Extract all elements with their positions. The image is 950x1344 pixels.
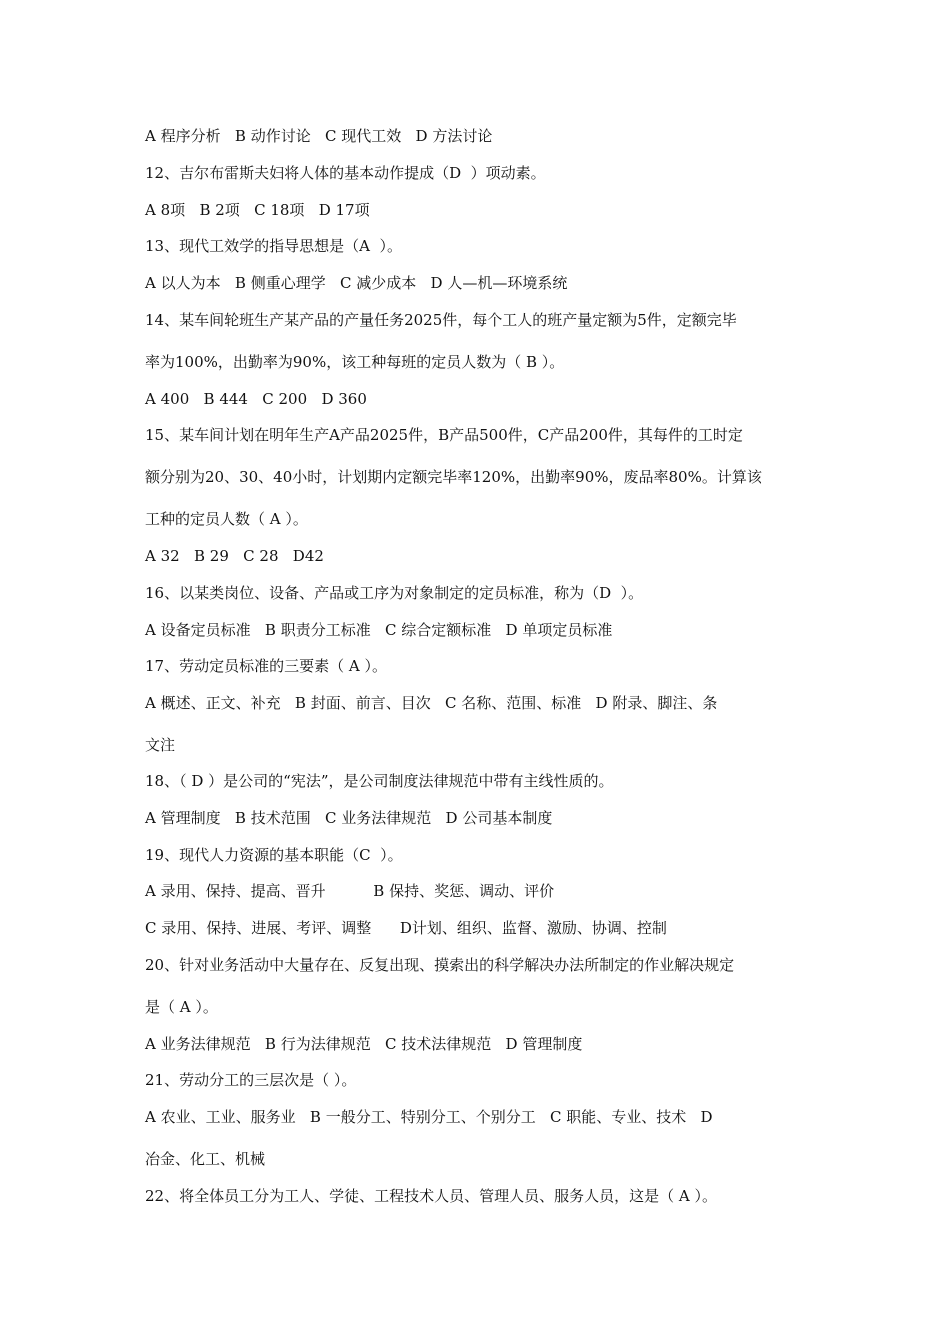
- question-15: 15、某车间计划在明年生产A产品2025件，B产品500件，C产品200件，其每件的工时定: [145, 426, 743, 444]
- question-22: 22、将全体员工分为工人、学徒、工程技术人员、管理人员、服务人员，这是（ A ）。: [145, 1187, 717, 1205]
- question-20: 20、针对业务活动中大量存在、反复出现、摸索出的科学解决办法所制定的作业解决规定: [145, 956, 735, 974]
- option-line: A 程序分析 B 动作讨论 C 现代工效 D 方法讨论: [145, 127, 493, 145]
- question-12: 12、吉尔布雷斯夫妇将人体的基本动作提成（D ）项动素。: [145, 164, 546, 182]
- option-line: A 业务法律规范 B 行为法律规范 C 技术法律规范 D 管理制度: [145, 1035, 583, 1053]
- question-17: 17、劳动定员标准的三要素（ A ）。: [145, 657, 387, 675]
- option-line: A 概述、正文、补充 B 封面、前言、目次 C 名称、范围、标准 D 附录、脚注、条: [145, 694, 718, 712]
- question-20-cont: 是（ A ）。: [145, 998, 218, 1016]
- question-15-cont: 工种的定员人数（ A ）。: [145, 510, 308, 528]
- question-14-cont: 率为100%，出勤率为90%，该工种每班的定员人数为（ B ）。: [145, 353, 565, 371]
- option-line-cont: 文注: [145, 736, 176, 754]
- question-18: 18、（ D ）是公司的“宪法”，是公司制度法律规范中带有主线性质的。: [145, 772, 614, 790]
- option-line: A 农业、工业、服务业 B 一般分工、特别分工、个别分工 C 职能、专业、技术 D: [145, 1108, 713, 1126]
- option-line: A 400 B 444 C 200 D 360: [145, 390, 367, 408]
- question-14: 14、某车间轮班生产某产品的产量任务2025件，每个工人的班产量定额为5件，定额完毕: [145, 311, 737, 329]
- question-16: 16、以某类岗位、设备、产品或工序为对象制定的定员标准，称为（D ）。: [145, 584, 644, 602]
- option-line: A 8项 B 2项 C 18项 D 17项: [145, 201, 370, 219]
- option-line: A 32 B 29 C 28 D42: [145, 547, 324, 565]
- option-line: C 录用、保持、进展、考评、调整 D计划、组织、监督、激励、协调、控制: [145, 919, 667, 937]
- option-line: A 管理制度 B 技术范围 C 业务法律规范 D 公司基本制度: [145, 809, 553, 827]
- question-21: 21、劳动分工的三层次是（ ）。: [145, 1071, 357, 1089]
- question-19: 19、现代人力资源的基本职能（C ）。: [145, 846, 403, 864]
- question-15-cont: 额分别为20、30、40小时，计划期内定额完毕率120%，出勤率90%，废品率80%。计算该: [145, 468, 762, 486]
- option-line-cont: 冶金、化工、机械: [145, 1150, 266, 1168]
- option-line: A 以人为本 B 侧重心理学 C 减少成本 D 人—机—环境系统: [145, 274, 568, 292]
- option-line: A 设备定员标准 B 职责分工标准 C 综合定额标准 D 单项定员标准: [145, 621, 613, 639]
- option-line: A 录用、保持、提高、晋升 B 保持、奖惩、调动、评价: [145, 882, 555, 900]
- question-13: 13、现代工效学的指导思想是（A ）。: [145, 237, 402, 255]
